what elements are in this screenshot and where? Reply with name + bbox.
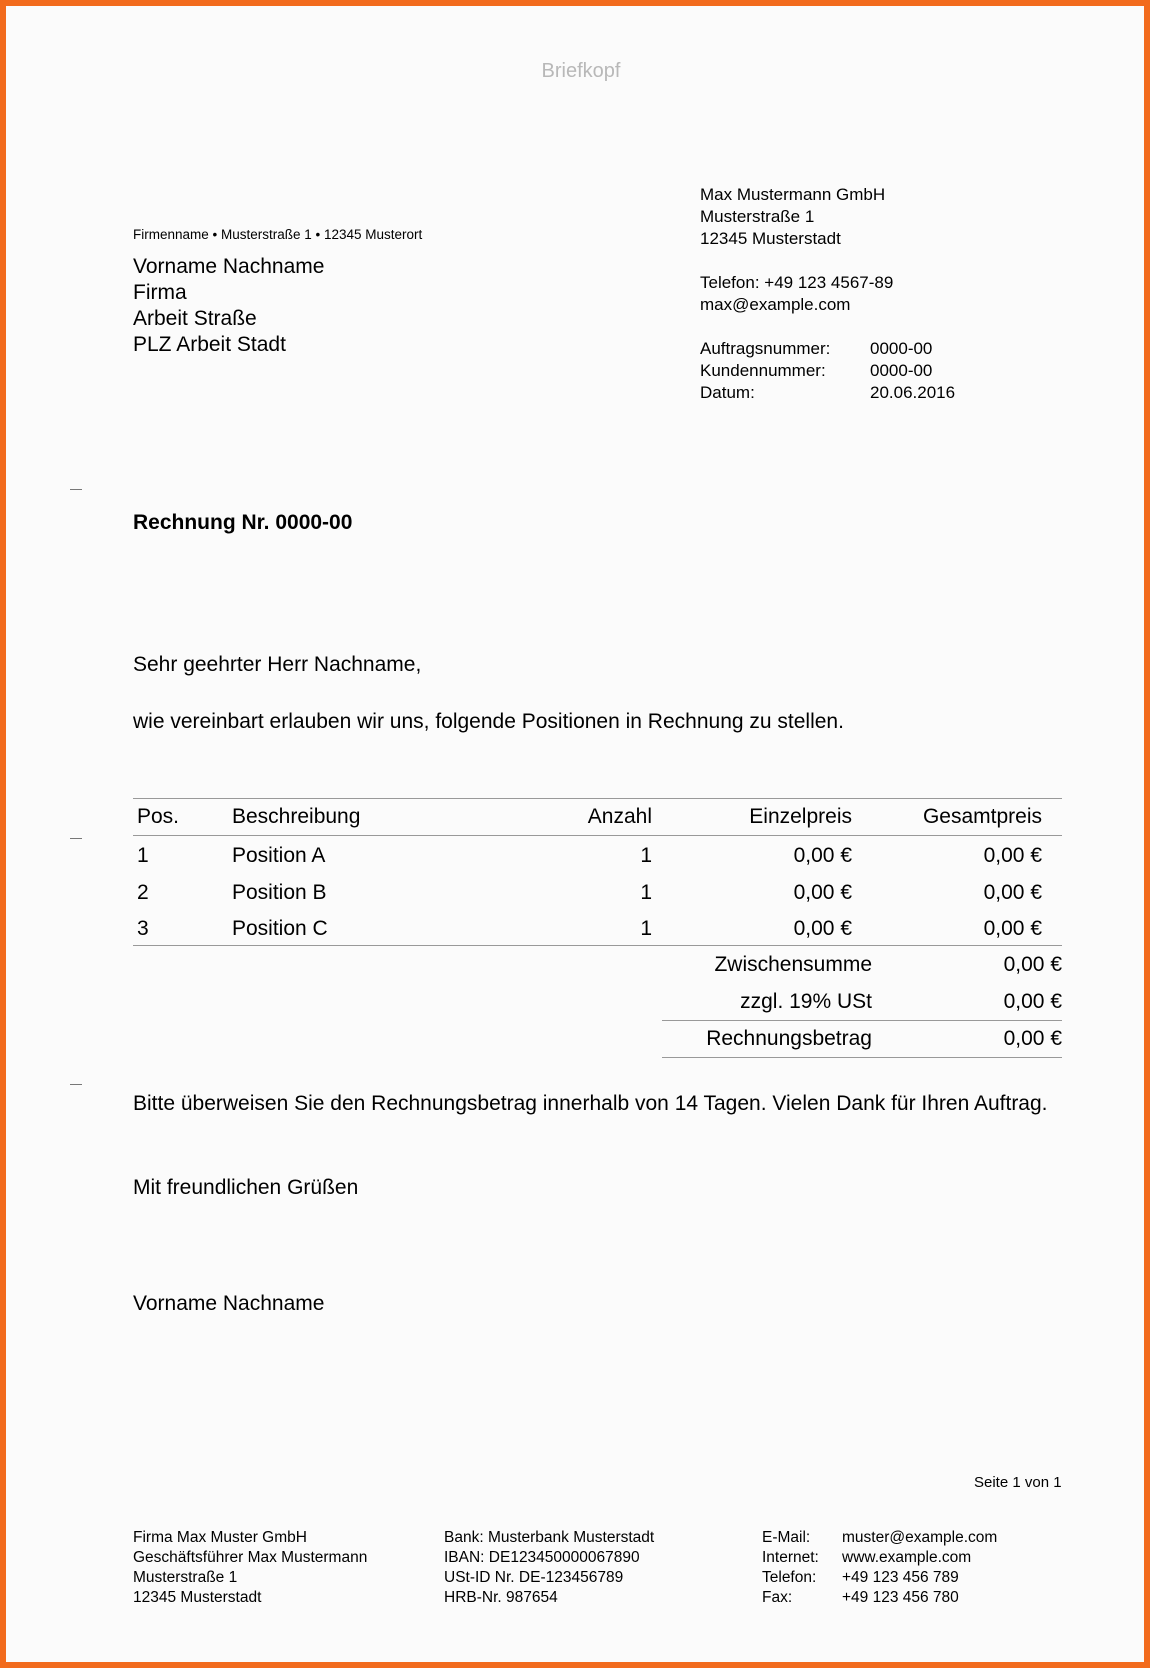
footer-label: Telefon: (762, 1569, 817, 1586)
meta-label: Auftragsnummer: (700, 339, 831, 358)
table-row (133, 875, 1062, 912)
cell-description: Position A (232, 844, 326, 868)
meta-value: 0000-00 (870, 361, 933, 380)
cell-unit-price: 0,00 € (793, 844, 852, 868)
meta-label: Datum: (700, 383, 755, 402)
footer-bank (444, 1528, 654, 1608)
cell-quantity: 1 (640, 880, 652, 904)
invoice-table (133, 798, 1062, 1058)
company-name: Max Mustermann GmbH (700, 185, 886, 204)
header-total-price: Gesamtpreis (922, 805, 1042, 828)
company-contact (700, 184, 893, 316)
salutation: Sehr geehrter Herr Nachname, (133, 653, 422, 676)
footer-label: E-Mail: (762, 1529, 811, 1546)
header-quantity: Anzahl (587, 805, 652, 828)
sender-return-line: Firmenname • Musterstraße 1 • 12345 Musterort (133, 227, 423, 242)
meta-value: 0000-00 (870, 339, 933, 358)
meta-value: 20.06.2016 (870, 383, 956, 402)
cell-pos: 3 (137, 917, 149, 941)
footer-line: HRB-Nr. 987654 (444, 1589, 558, 1606)
footer-line: Bank: Musterbank Musterstadt (444, 1529, 655, 1546)
signature-name: Vorname Nachname (133, 1292, 325, 1315)
footer-internet-row (762, 1548, 997, 1568)
recipient-street: Arbeit Straße (133, 307, 257, 330)
subtotal-label: Zwischensumme (714, 952, 872, 976)
company-city: 12345 Musterstadt (700, 229, 841, 248)
cell-pos: 1 (137, 844, 149, 868)
table-row (133, 911, 1062, 948)
footer-label: Internet: (762, 1549, 819, 1566)
grand-total-value: 0,00 € (1003, 1027, 1062, 1050)
fold-mark (70, 489, 82, 490)
company-street: Musterstraße 1 (700, 207, 815, 226)
recipient-city: PLZ Arbeit Stadt (133, 333, 286, 356)
footer-value: www.example.com (842, 1549, 972, 1566)
subtotal-value: 0,00 € (1003, 952, 1062, 976)
subtotal-row (662, 946, 1062, 983)
invoice-meta (700, 338, 955, 404)
cell-total-price: 0,00 € (983, 880, 1042, 904)
cell-description: Position B (232, 880, 327, 904)
table-summary (662, 946, 1062, 1058)
footer-value: muster@example.com (842, 1529, 998, 1546)
company-email: max@example.com (700, 295, 851, 314)
page-number: Seite 1 von 1 (974, 1474, 1062, 1491)
cell-quantity: 1 (640, 844, 652, 868)
meta-customer-number (700, 360, 955, 382)
cell-total-price: 0,00 € (983, 917, 1042, 941)
footer-line: 12345 Musterstadt (133, 1589, 262, 1606)
recipient-company: Firma (133, 281, 187, 304)
grand-total-row (662, 1020, 1062, 1058)
footer-contact (762, 1528, 997, 1608)
cell-pos: 2 (137, 880, 149, 904)
table-items (133, 836, 1062, 946)
footer-line: USt-ID Nr. DE-123456789 (444, 1569, 624, 1586)
footer-label: Fax: (762, 1589, 793, 1606)
meta-date (700, 382, 955, 404)
footer-value: +49 123 456 789 (842, 1569, 959, 1586)
cell-total-price: 0,00 € (983, 844, 1042, 868)
footer-line: Firma Max Muster GmbH (133, 1529, 307, 1546)
tax-value: 0,00 € (1003, 989, 1062, 1013)
header-description: Beschreibung (232, 805, 361, 828)
grand-total-label: Rechnungsbetrag (706, 1027, 872, 1050)
table-row (133, 838, 1062, 875)
footer-line: IBAN: DE123450000067890 (444, 1549, 640, 1566)
footer-company (133, 1528, 367, 1608)
footer-line: Geschäftsführer Max Mustermann (133, 1549, 368, 1566)
meta-order-number (700, 338, 955, 360)
footer-email-row (762, 1528, 997, 1548)
footer-fax-row (762, 1588, 997, 1608)
header-pos: Pos. (137, 805, 180, 828)
greeting: Mit freundlichen Grüßen (133, 1176, 359, 1199)
company-phone: Telefon: +49 123 4567-89 (700, 273, 894, 292)
letterhead-placeholder: Briefkopf (541, 60, 621, 82)
cell-unit-price: 0,00 € (793, 880, 852, 904)
recipient-name: Vorname Nachname (133, 255, 325, 278)
footer-line: Musterstraße 1 (133, 1569, 238, 1586)
fold-mark (70, 1084, 82, 1085)
tax-label: zzgl. 19% USt (740, 989, 872, 1013)
closing-text: Bitte überweisen Sie den Rechnungsbetrag innerhalb von 14 Tagen. Vielen Dank für Ihren Auftrag. (133, 1092, 1048, 1115)
footer-phone-row (762, 1568, 997, 1588)
header-unit-price: Einzelpreis (749, 805, 852, 828)
cell-quantity: 1 (640, 917, 652, 941)
invoice-subject: Rechnung Nr. 0000-00 (133, 511, 353, 534)
tax-row (662, 983, 1062, 1020)
meta-label: Kundennummer: (700, 361, 826, 380)
recipient-address (133, 254, 324, 358)
intro-text: wie vereinbart erlauben wir uns, folgende Positionen in Rechnung zu stellen. (133, 710, 844, 733)
cell-description: Position C (232, 917, 328, 941)
fold-mark (70, 838, 82, 839)
footer-value: +49 123 456 780 (842, 1589, 959, 1606)
cell-unit-price: 0,00 € (793, 917, 852, 941)
table-header (133, 798, 1062, 836)
